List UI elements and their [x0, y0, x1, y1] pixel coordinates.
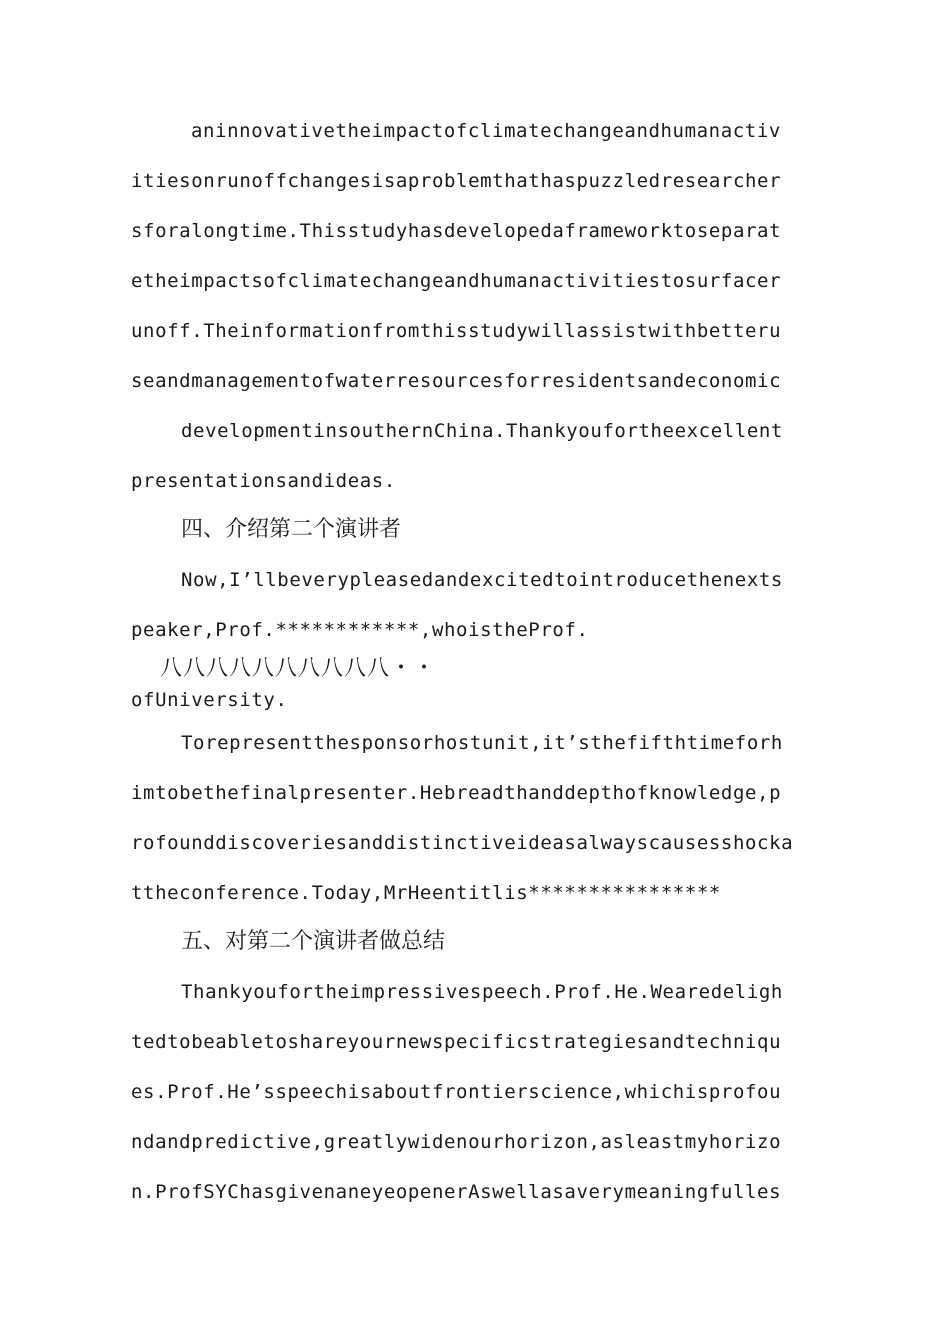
paragraph-line: tedtobeabletoshareyournewspecificstrategiesandtechniqu: [131, 1031, 782, 1053]
paragraph-line: Now,I’llbeverypleasedandexcitedtointroducethenexts: [181, 569, 783, 591]
paragraph-line: ttheconference.Today,MrHeentitlis****************: [131, 882, 721, 904]
paragraph-line: presentationsandideas.: [131, 470, 396, 492]
section-heading-4: 四、介绍第二个演讲者: [181, 517, 402, 542]
paragraph-line: Torepresentthesponsorhostunit,it’sthefifthtimeforh: [181, 732, 783, 754]
paragraph-line: ndandpredictive,greatlywidenourhorizon,asleastmyhorizo: [131, 1131, 782, 1153]
paragraph-line: peaker,Prof.************,whoistheProf.: [131, 619, 589, 641]
garbled-glyph-line: 八八八八八八八八八八・・: [160, 656, 437, 681]
paragraph-line: sforalongtime.Thisstudyhasdevelopedaframeworktoseparat: [131, 220, 782, 242]
paragraph-line: Thankyoufortheimpressivespeech.Prof.He.Wearedeligh: [181, 981, 783, 1003]
paragraph-line: unoff.Theinformationfromthisstudywillassistwithbetteru: [131, 320, 782, 342]
paragraph-line: ofUniversity.: [131, 689, 288, 711]
paragraph-line: etheimpactsofclimatechangeandhumanactivitiestosurfacer: [131, 270, 782, 292]
paragraph-line: seandmanagementofwaterresourcesforresidentsandeconomic: [131, 370, 782, 392]
paragraph-line: n.ProfSYChasgivenaneyeopenerAswellasaverymeaningfulles: [131, 1181, 782, 1203]
paragraph-line: aninnovativetheimpactofclimatechangeandhumanactiv: [191, 120, 781, 142]
paragraph-line: developmentinsouthernChina.Thankyoufortheexcellent: [181, 420, 783, 442]
paragraph-line: rofounddiscoveriesanddistinctiveideasalwayscausesshocka: [131, 832, 794, 854]
paragraph-line: imtobethefinalpresenter.Hebreadthanddepthofknowledge,p: [131, 782, 782, 804]
section-heading-5: 五、对第二个演讲者做总结: [181, 929, 446, 954]
paragraph-line: itiesonrunoffchangesisaproblemthathaspuzzledresearcher: [131, 170, 782, 192]
paragraph-line: es.Prof.He’sspeechisaboutfrontierscience,whichisprofou: [131, 1081, 782, 1103]
